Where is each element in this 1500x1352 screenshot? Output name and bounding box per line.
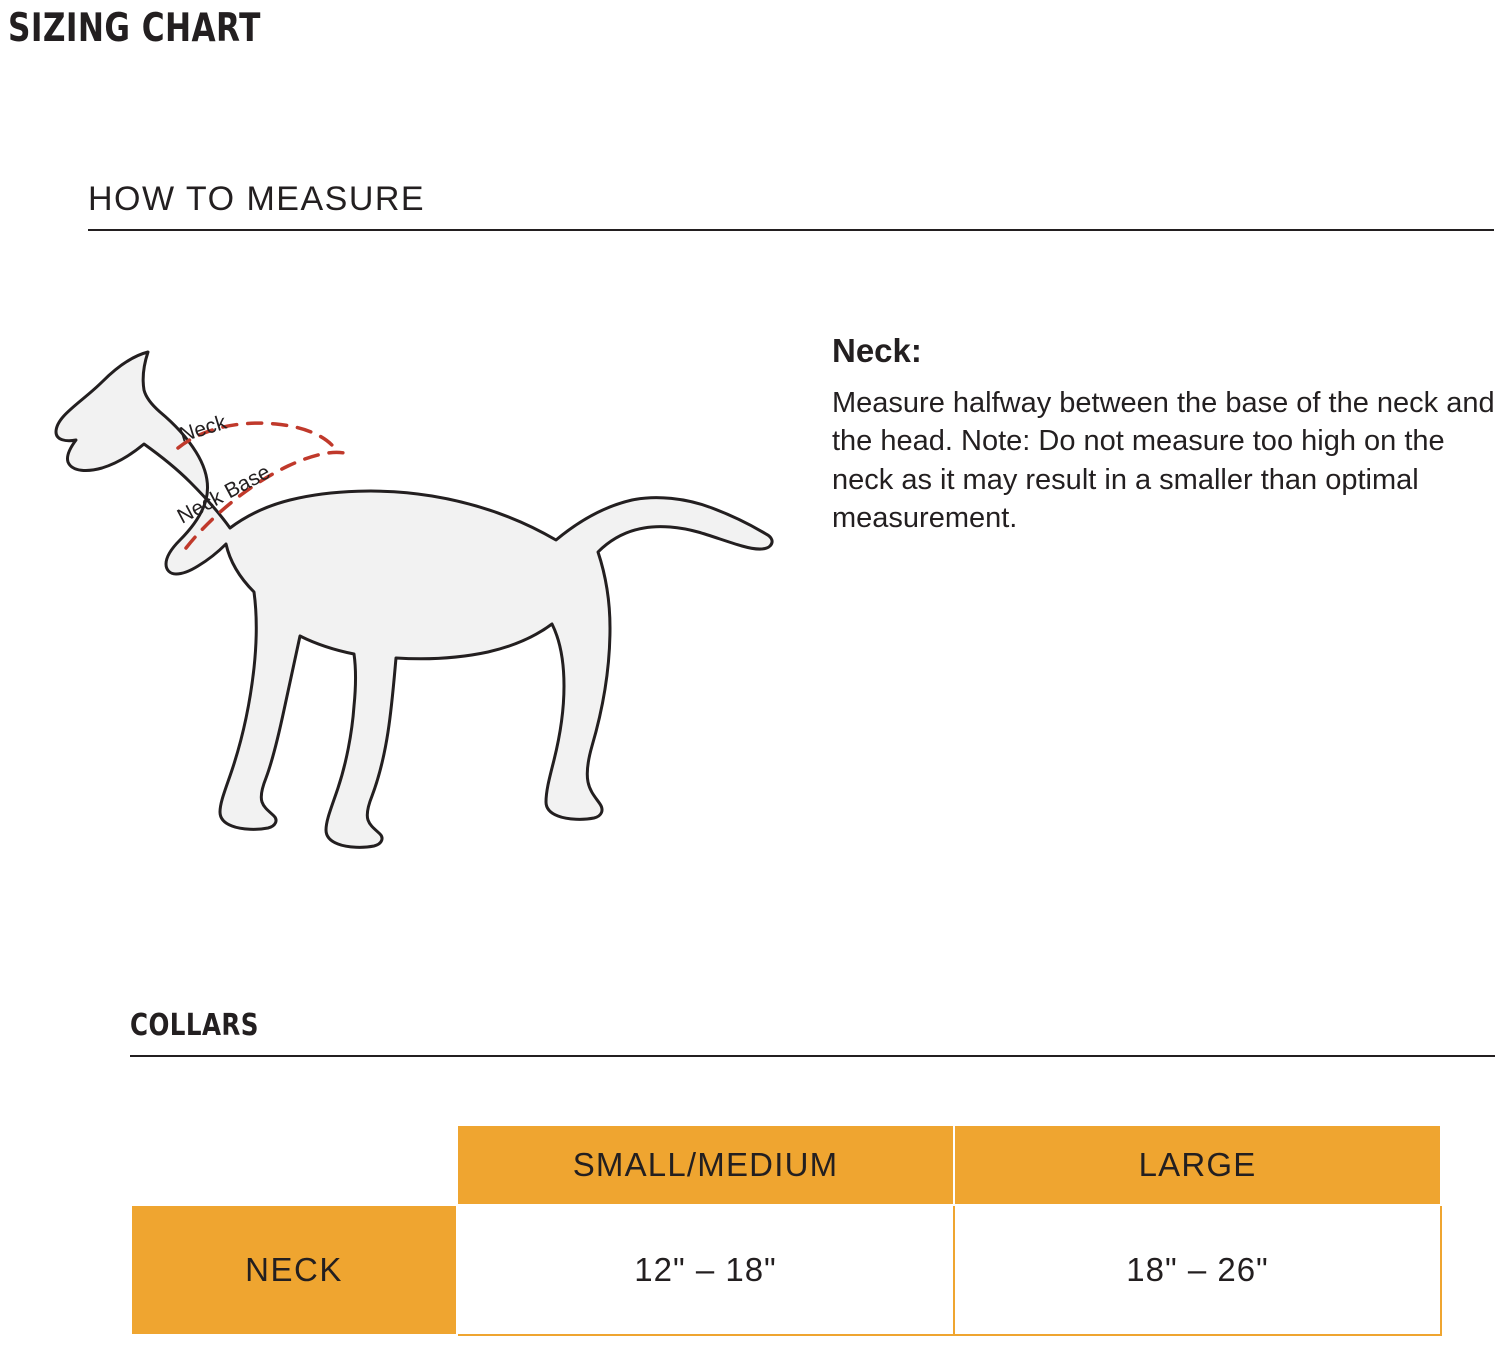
row-header-neck: NECK [131, 1205, 457, 1335]
dog-measurement-diagram [40, 320, 800, 850]
table-corner-blank [131, 1125, 457, 1205]
section-divider [88, 229, 1494, 231]
collars-size-table [130, 1124, 1442, 1336]
column-header-small-medium: SMALL/MEDIUM [457, 1125, 954, 1205]
neck-instruction-heading: Neck: [832, 332, 922, 369]
how-to-measure-heading: HOW TO MEASURE [88, 180, 426, 218]
collars-divider [130, 1055, 1495, 1057]
page-title: SIZING CHART [8, 6, 261, 51]
neck-instruction-block [832, 332, 1500, 537]
cell-neck-large: 18" – 26" [954, 1205, 1441, 1335]
dog-silhouette [56, 352, 772, 847]
how-to-measure-section [88, 180, 1494, 231]
neck-instruction-body: Measure halfway between the base of the neck and the head. Note: Do not measure too high on the neck as it may result in a smaller than optimal measurement. [832, 387, 1495, 534]
table-row [131, 1205, 1441, 1335]
column-header-large: LARGE [954, 1125, 1441, 1205]
collars-section [130, 1008, 1495, 1057]
table-header-row [131, 1125, 1441, 1205]
neck-label: Neck [176, 410, 230, 447]
cell-neck-small-medium: 12" – 18" [457, 1205, 954, 1335]
neck-base-label: Neck Base [173, 460, 275, 529]
collars-heading: COLLARS [130, 1008, 259, 1043]
